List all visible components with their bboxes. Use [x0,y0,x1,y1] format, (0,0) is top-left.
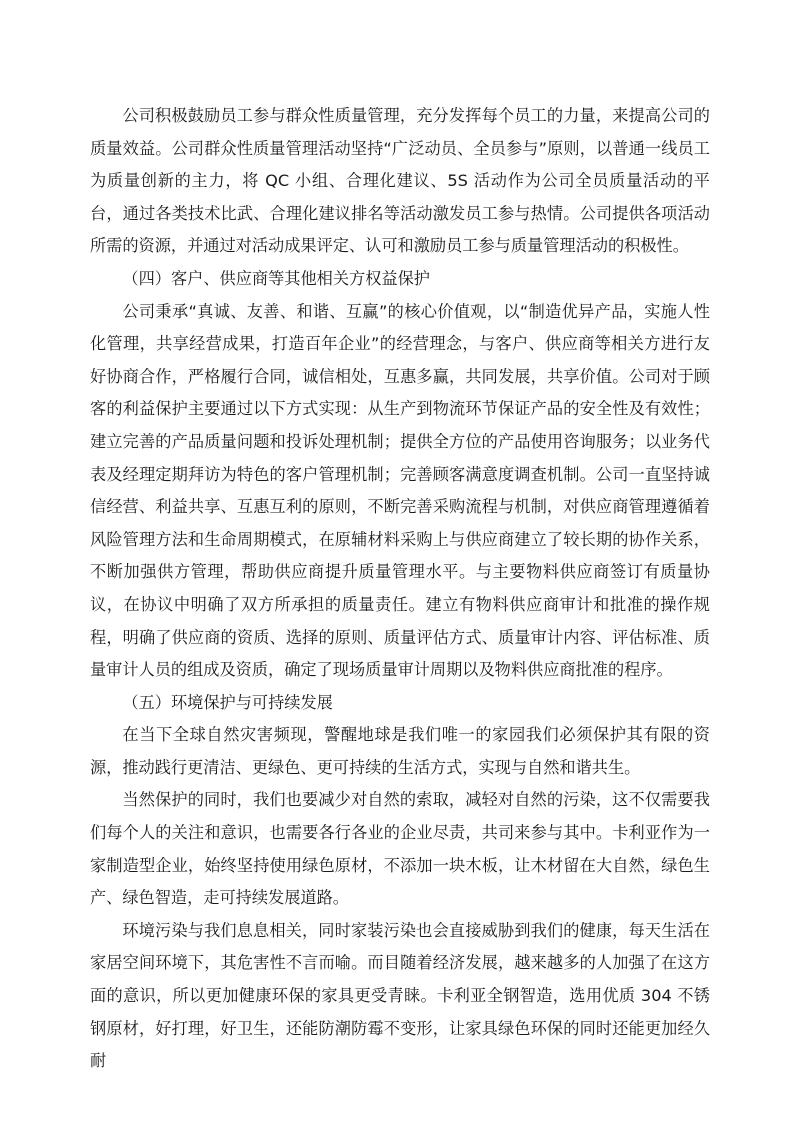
paragraph-green-manufacturing: 当然保护的同时，我们也要减少对自然的索取，减轻对自然的污染，这不仅需要我们每个人的关注和意识，也需要各行各业的企业尽责，共司来参与其中。卡利亚作为一家制造型企业，始终坚持使用绿色原材，不添加一块木板，让木材留在大自然，绿色生产、绿色智造，走可持续发展道路。 [90,790,710,908]
section-heading-stakeholders: （四）客户、供应商等其他相关方权益保护 [122,268,430,288]
paragraph-healthy-furniture: 环境污染与我们息息相关，同时家装污染也会直接威胁到我们的健康，每天生活在家居空间环境下，其危害性不言而喻。而目随着经济发展，越来越多的人加强了在这方面的意识，所以更加健康环保的家具更受青睐。卡利亚全钢智造，选用优质 304 不锈钢原材，好打理，好卫生，还能防潮防霉不变形，让家具绿色环保的同时还能更加经久耐 [90,920,710,1071]
paragraph-employee-participation: 公司积极鼓励员工参与群众性质量管理，充分发挥每个员工的力量，来提高公司的质量效益。公司群众性质量管理活动坚持“广泛动员、全员参与”原则，以普通一线员工为质量创新的主力，将 QC 小组、合理化建议、5S 活动作为公司全员质量活动的平台，通过各类技术比武、合理化建议排名等活动激发员工参与热情。公司提供各项活动所需的资源，并通过对活动成果评定、认可和激励员工参与质量管理活动的积极性。 [90,106,710,256]
document-page [90,100,710,1078]
paragraph-stakeholder-protection: 公司秉承“真诚、友善、和谐、互赢”的核心价值观，以“制造优异产品，实施人性化管理，共享经营成果，打造百年企业”的经营理念，与客户、供应商等相关方进行友好协商合作，严格履行合同，诚信相处，互惠多赢，共同发展，共享价值。公司对于顾客的利益保护主要通过以下方式实现：从生产到物流环节保证产品的安全性及有效性；建立完善的产品质量问题和投诉处理机制；提供全方位的产品使用咨询服务；以业务代表及经理定期拜访为特色的客户管理机制；完善顾客满意度调查机制。公司一直坚持诚信经营、利益共享、互惠互利的原则，不断完善采购流程与机制，对供应商管理遵循着风险管理方法和生命周期模式，在原辅材料采购上与供应商建立了较长期的协作关系，不断加强供方管理，帮助供应商提升质量管理水平。与主要物料供应商签订有质量协议，在协议中明确了双方所承担的质量责任。建立有物料供应商审计和批准的操作规程，明确了供应商的资质、选择的原则、质量评估方式、质量审计内容、评估标准、质量审计人员的组成及资质，确定了现场质量审计周期以及物料供应商批准的程序。 [90,301,710,680]
section-heading-environment: （五）环境保护与可持续发展 [122,692,333,712]
paragraph-environment-intro: 在当下全球自然灾害频现，警醒地球是我们唯一的家园我们必须保护其有限的资源，推动践行更清洁、更绿色、更可持续的生活方式，实现与自然和谐共生。 [90,725,710,777]
